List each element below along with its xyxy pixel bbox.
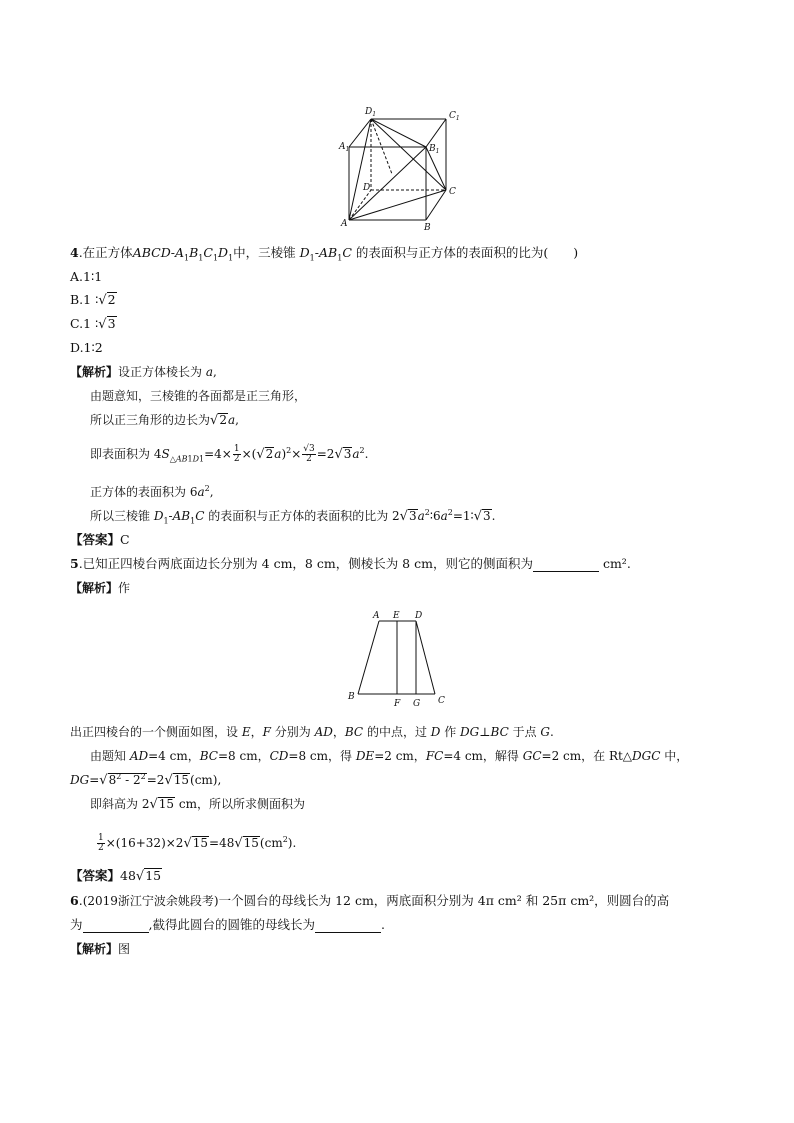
trap-label-d: D [415,611,423,621]
q5-solution-line-2: 由题知 AD=4 cm，BC=8 cm，CD=8 cm，得 DE=2 cm，FC=4 cm，解得 GC=2 cm，在 Rt△DGC 中， [90,749,689,763]
trap-label-f: F [394,699,401,709]
trap-label-b: B [348,692,355,702]
q5-solution-intro: 【解析】作 [70,581,131,595]
q6-solution-intro: 【解析】图 [70,942,131,956]
q6-stem-line-2: 为 ,截得此圆台的圆锥的母线长为 . [70,917,385,932]
q6-stem-line-1: 6.(2019浙江宁波余姚段考)一个圆台的母线长为 12 cm，两底面积分别为 4π cm² 和 25π cm²，则圆台的高 [70,893,670,908]
trap-label-g: G [413,699,421,709]
q4-option-a: A.1∶1 [70,269,103,284]
q4-solution-line-5: 正方体的表面积为 $6a^2$, [90,484,214,499]
q4-solution-line-2: 由题意知，三棱锥的各面都是正三角形， [90,389,307,403]
q4-solution-line-3: 所以正三角形的边长为√2a, [90,413,239,428]
q5-solution-line-4: 即斜高为 2√15 cm，所以所求侧面积为 [90,797,305,812]
q5-stem: 5.已知正四棱台两底面边长分别为 4 cm，8 cm，侧棱长为 8 cm，则它的侧面积为 cm². [70,556,631,571]
q4-stem: 4.在正方体ABCD-$A_1B_1C_1D_1$中，三棱锥 $D_1-AB_1C$ 的表面积与正方体的表面积的比为( ) [70,245,579,263]
cube-label-a1: $A_1$ [339,142,350,153]
q4-solution-line-6: 所以三棱锥 $D_1-AB_1C$ 的表面积与正方体的表面积的比为 $2√3a^2∶6a^2=1∶√3$. [90,508,496,526]
q5-solution-line-1: 出正四棱台的一个侧面如图，设 E，F 分别为 AD，BC 的中点，过 D 作 DG⊥BC 于点 G. [70,725,554,739]
q4-option-b: B.1 ∶√2 [70,292,116,308]
cube-label-d: D [363,183,371,193]
cube-label-c: C [449,187,456,197]
cube-label-c1: $C_1$ [449,111,460,122]
cube-label-d1: $D_1$ [365,107,377,118]
cube-label-b1: $B_1$ [429,144,440,155]
trap-label-c: C [438,696,445,706]
q5-solution-line-5: $\frac{1}{2}$ $\times(16+32)\times 2√15=48√15(cm^2)$. [98,833,297,853]
trap-label-a: A [373,611,380,621]
q5-answer-blank[interactable] [533,559,599,572]
trapezoid-figure [345,607,455,707]
q6-slant-blank[interactable] [315,920,381,933]
q4-option-d: D.1∶2 [70,340,103,355]
cube-label-b: B [424,223,431,233]
q5-answer: 【答案】48√15 [70,868,162,884]
q4-option-c: C.1 ∶√3 [70,316,116,332]
cube-label-a: A [341,219,348,229]
q5-solution-line-3: $DG=√8^2 - 2^2=2√15(cm)$, [70,772,222,788]
q4-solution-line-4: 即表面积为 $4S_{\triangle AB1D1}=4\times$ $\frac{1}{2}$ $\times(√2a)^2\times$ $\frac{√3}{2}$ $=2√3a^2$. [90,444,369,464]
q6-height-blank[interactable] [83,920,149,933]
q4-answer: 【答案】C [70,532,130,547]
q4-solution-line-1: 【解析】设正方体棱长为 a, [70,365,217,379]
trap-label-e: E [393,611,400,621]
cube-figure [338,102,458,232]
